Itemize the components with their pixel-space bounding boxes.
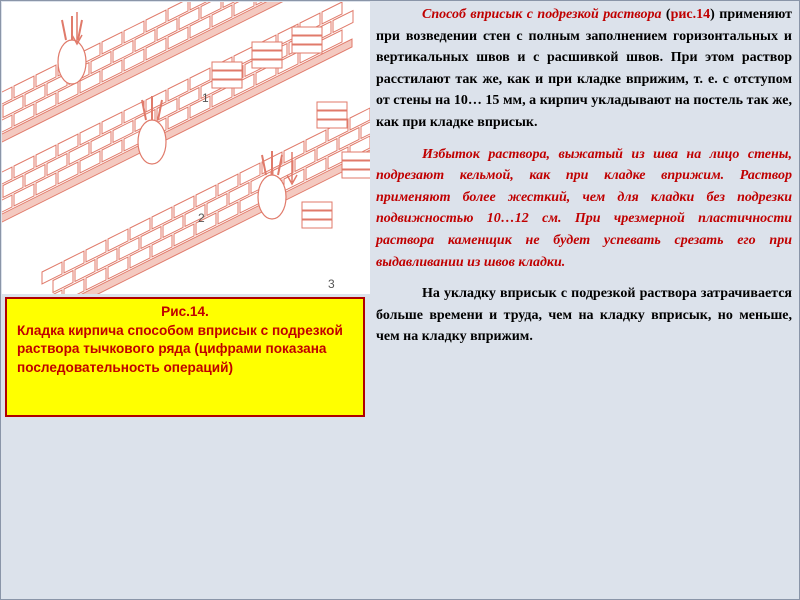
brick-stack — [317, 111, 347, 119]
hand-sketch — [58, 40, 86, 84]
operation-number-2: 2 — [198, 211, 205, 225]
brick — [42, 290, 62, 294]
hand-sketch — [258, 175, 286, 219]
brick-wall-drawing — [2, 2, 370, 294]
paragraph-2: Избыток раствора, выжатый из шва на лицо стены, подрезают кельмой, как при кладке вприжим. Раствор применяют более жесткий, чем для кладки без подрезки подвижностью 10…12 см. При чрезмерной пластичности раствора каменщик не будет успевать срезать его при выдавливании из швов кладки. — [376, 146, 792, 270]
brick-stack — [252, 51, 282, 59]
brick-laying-illustration — [2, 2, 370, 294]
operation-number-3: 3 — [328, 277, 335, 291]
paragraph-1: Способ вприсык с подрезкой раствора (рис.14) применяют при возведении стен с полным заполнением горизонтальных и вертикальных швов и с расшивкой швов. При этом раствор расстилают так же, как и при кладке вприжим, т. е. с отступом от стены на 10… 15 мм, а кирпич укладывают на постель так же, как при кладке вприсык. — [376, 7, 792, 130]
hand-sketch — [138, 120, 166, 164]
paragraph-1-text: ) применяют при возведении стен с полным заполнением горизонтальных и вертикальных швов и с расшивкой швов. При этом раствор расстилают так же, как и при кладке вприжим, т. е. с отступом от стены на 10… 15 мм, а кирпич укладывают на постель так же, как при кладке вприсык. — [376, 7, 792, 130]
brick-stack — [292, 36, 322, 44]
method-title: Способ вприсык с подрезкой раствора — [422, 7, 662, 22]
brick-stack — [342, 161, 370, 169]
brick-stack — [292, 45, 322, 53]
caption-title: Рис.14. — [161, 304, 209, 319]
brick-stack — [252, 42, 282, 50]
brick-stack — [317, 120, 347, 128]
caption-text: Кладка кирпича способом вприсык с подрезкой раствора тычкового ряда (цифрами показана последовательность операций) — [17, 322, 343, 375]
brick-stack — [212, 71, 242, 79]
brick-stack — [302, 211, 332, 219]
brick-stack — [342, 152, 370, 160]
operation-number-1: 1 — [202, 91, 209, 105]
paragraph-3: На укладку вприсык с подрезкой раствора затрачивается больше времени и труда, чем на кладку вприсык, но меньше, чем на кладку вприжим. — [376, 286, 792, 345]
figure-caption — [5, 297, 365, 417]
brick-stack — [212, 80, 242, 88]
brick-stack — [317, 102, 347, 110]
brick-stack — [292, 27, 322, 35]
brick-stack — [342, 170, 370, 178]
brick-stack — [302, 202, 332, 210]
figure-reference: рис.14 — [670, 7, 711, 22]
brick-stack — [302, 220, 332, 228]
brick-stack — [252, 60, 282, 68]
text-column — [376, 4, 792, 358]
brick-stack — [212, 62, 242, 70]
